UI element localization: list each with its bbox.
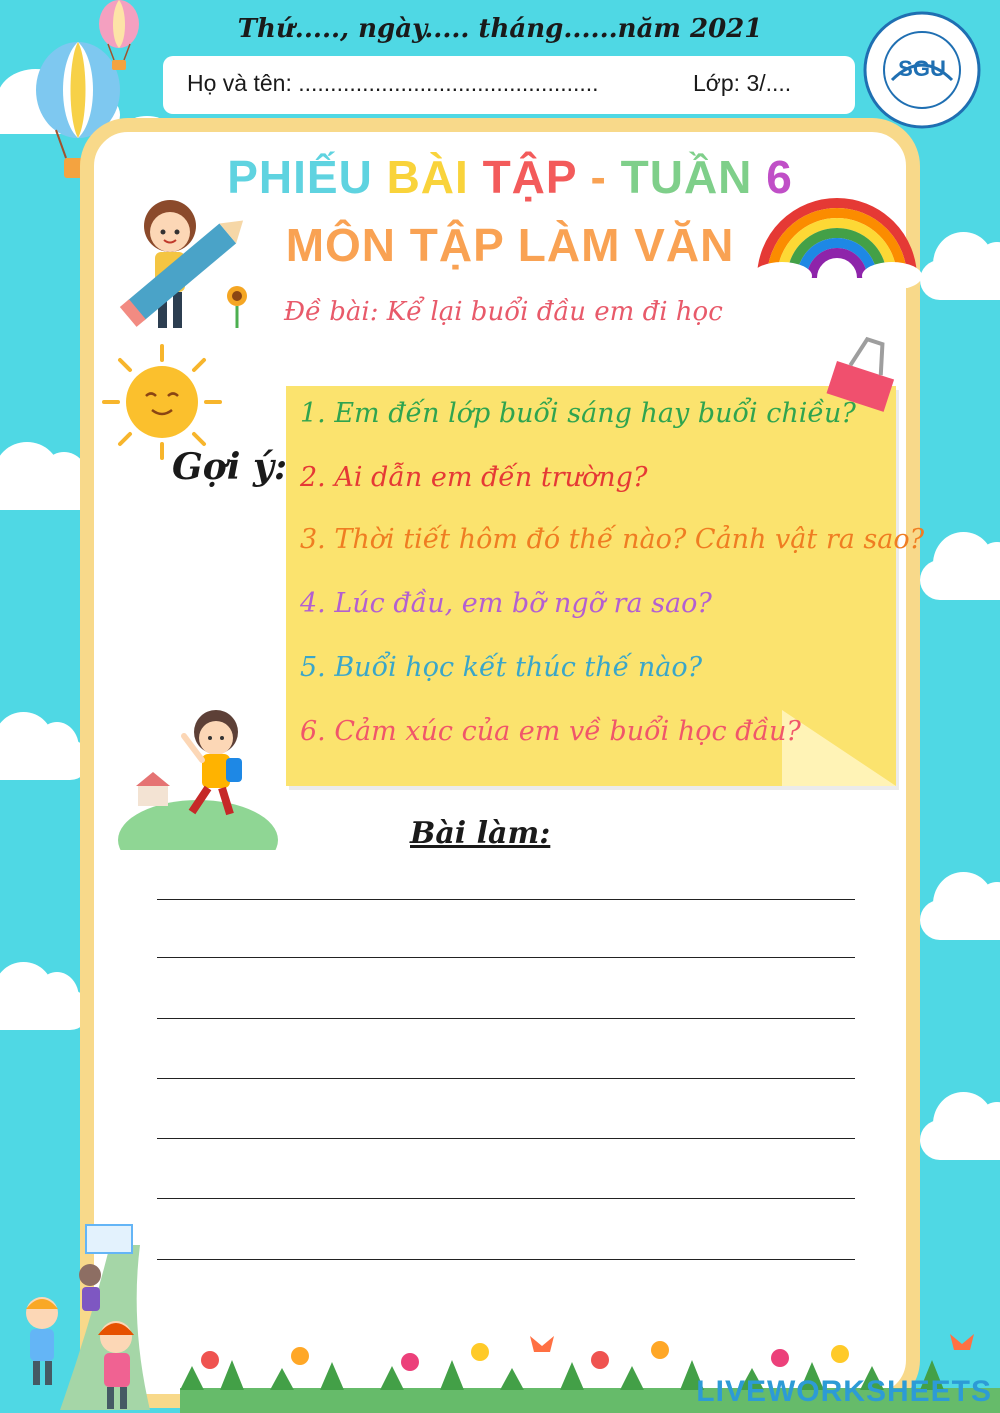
cloud: [920, 260, 1000, 300]
logo-mark: SGU: [898, 56, 946, 81]
hint-item: 4. Lúc đầu, em bỡ ngỡ ra sao?: [300, 588, 712, 619]
hint-item: 6. Cảm xúc của em về buổi học đầu?: [300, 716, 801, 747]
answer-line[interactable]: [157, 1259, 855, 1260]
answer-line[interactable]: [157, 899, 855, 900]
flower-icon: [222, 284, 252, 330]
student-info-box: [163, 56, 855, 114]
answer-line[interactable]: [157, 1018, 855, 1019]
answer-line[interactable]: [157, 1138, 855, 1139]
cloud: [920, 900, 1000, 940]
title-word: TUẦN: [620, 151, 767, 203]
title-word: BÀI: [386, 151, 483, 203]
sun-icon: [102, 344, 222, 460]
rainbow-illustration: [752, 188, 922, 288]
answer-line[interactable]: [157, 957, 855, 958]
cloud: [0, 740, 90, 780]
child-walking-illustration: [118, 690, 288, 850]
student-name-field[interactable]: Họ và tên: ...............................................: [187, 70, 599, 96]
subject-title: MÔN TẬP LÀM VĂN: [285, 219, 735, 271]
title-word: -: [590, 151, 621, 203]
cloud: [0, 990, 90, 1030]
kids-to-school-illustration: [0, 1205, 200, 1410]
hint-item: 2. Ai dẫn em đến trường?: [300, 462, 648, 493]
class-field[interactable]: Lớp: 3/....: [693, 70, 792, 96]
hint-label: Gợi ý:: [172, 446, 288, 488]
school-logo: [862, 10, 982, 130]
title-word: PHIẾU: [227, 151, 387, 203]
date-line: Thứ....., ngày..... tháng......năm 2021: [237, 14, 763, 44]
title-word: 6: [766, 151, 793, 203]
hint-item: 1. Em đến lớp buổi sáng hay buổi chiều?: [300, 398, 856, 429]
hint-item: 3. Thời tiết hôm đó thế nào? Cảnh vật ra sao?: [300, 524, 925, 555]
title-word: TẬP: [482, 151, 591, 203]
worksheet-title: [180, 150, 840, 204]
liveworksheets-watermark: LIVEWORKSHEETS: [696, 1375, 992, 1408]
cloud: [920, 1120, 1000, 1160]
assignment-topic: Đề bài: Kể lại buổi đầu em đi học: [284, 297, 723, 327]
hint-item: 5. Buổi học kết thúc thế nào?: [300, 652, 703, 683]
cloud: [920, 560, 1000, 600]
answer-line[interactable]: [157, 1198, 855, 1199]
answer-line[interactable]: [157, 1078, 855, 1079]
answer-label: Bài làm:: [410, 816, 551, 851]
